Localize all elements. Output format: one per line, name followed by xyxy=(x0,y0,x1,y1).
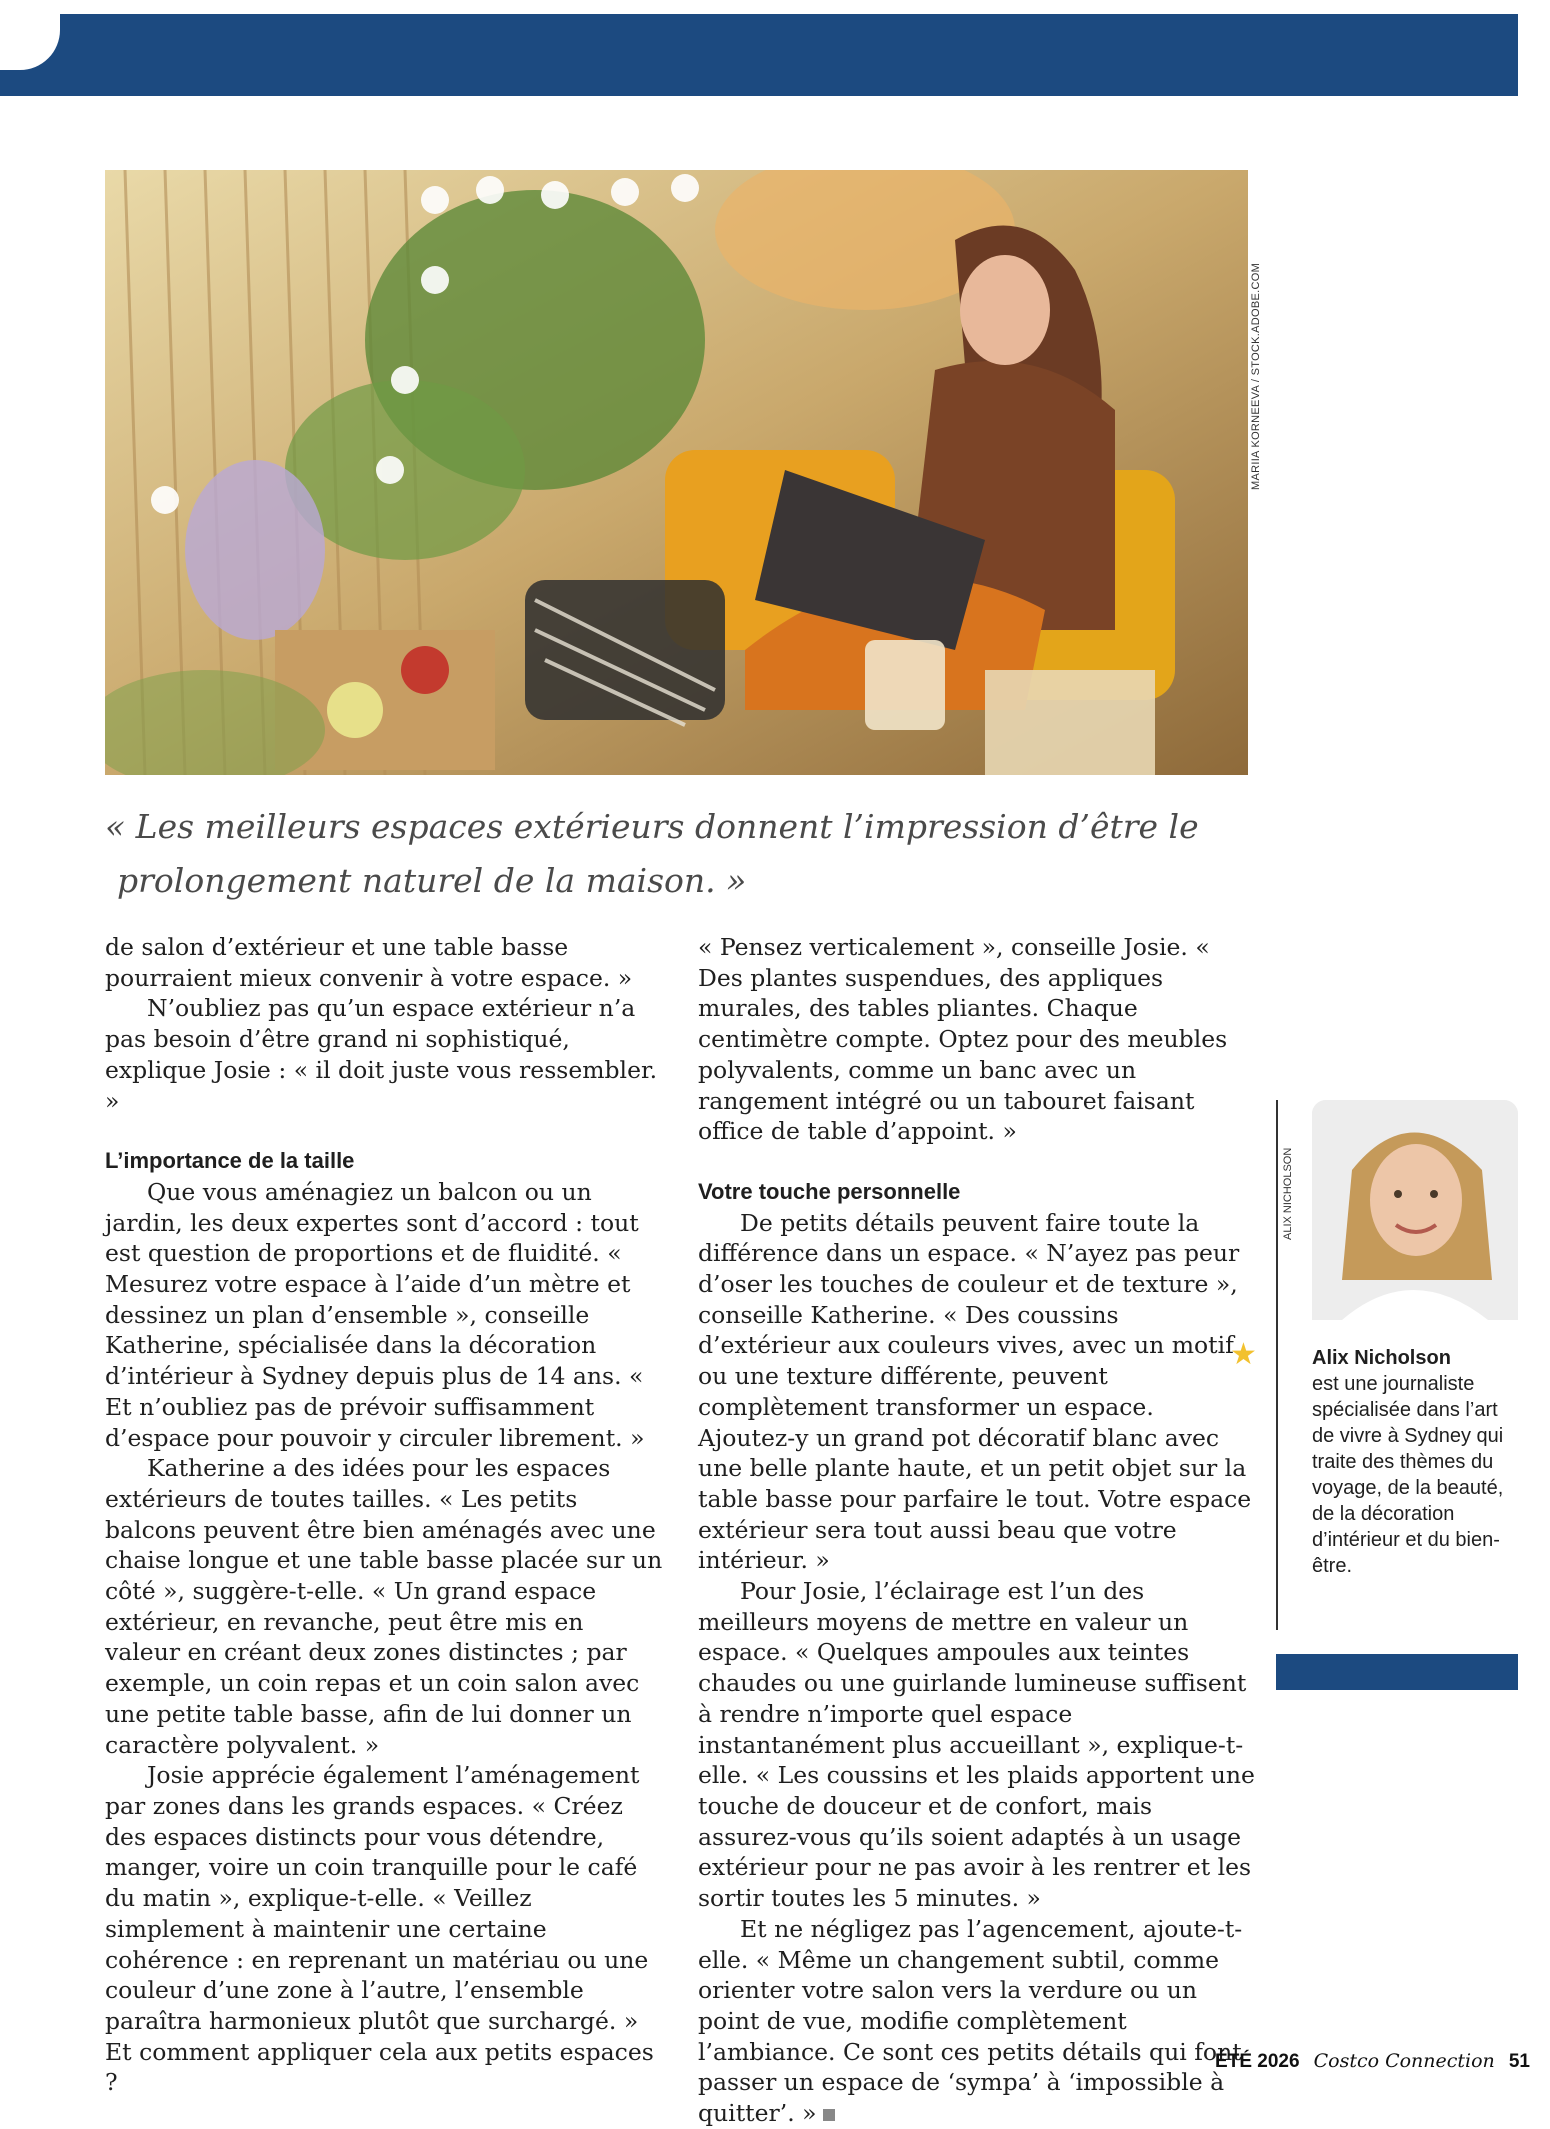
star-icon: ★ xyxy=(1230,1337,1257,1372)
paragraph: Josie apprécie également l’aménagement par zones dans les grands espaces. « Créez des espaces distincts pour vous détendre, manger, voire un coin tranquille pour le café du matin », explique-t-elle. « Veillez simplement à maintenir une certaine cohérence : en reprenant un matériau ou une couleur d’une zone à l’autre, l’ensemble paraîtra harmonieux plutôt que surchargé. » xyxy=(105,1761,649,2035)
paragraph: Pour Josie, l’éclairage est l’un des meilleurs moyens de mettre en valeur un espace. « Quelques ampoules aux teintes chaudes ou une guirlande lumineuse suffisent à rendre n’importe quel espace instantanément plus accueillant », explique-t-elle. « Les coussins et les plaids apportent une touche de douceur et de confort, mais assurez-vous qu’ils soient adaptés à un usage extérieur pour ne pas avoir à les rentrer et les sortir toutes les 5 minutes. » xyxy=(698,1577,1255,1913)
issue-season: ÉTÉ 2026 xyxy=(1215,2051,1300,2072)
paragraph: Katherine a des idées pour les espaces extérieurs de toutes tailles. « Les petits balcons peuvent être bien aménagés avec une chaise longue et une table basse placée sur un côté », suggère-t-elle. « Un grand espace extérieur, en revanche, peut être mis en valeur en créant deux zones distinctes ; par exemple, un coin repas et un coin salon avec une petite table basse, afin de lui donner un caractère polyvalent. » xyxy=(105,1454,663,1759)
page-footer xyxy=(1215,2050,1530,2073)
author-description: est une journaliste spécialisée dans l’art de vivre à Sydney qui traite des thèmes du voyage, de la beauté, de la décoration d’intérieur et du bien-être. xyxy=(1312,1373,1504,1577)
section-heading: L’importance de la taille xyxy=(105,1148,355,1174)
pull-quote-line1: « Les meilleurs espaces extérieurs donnent l’impression d’être le xyxy=(105,807,1199,846)
magazine-name: Costco Connection xyxy=(1313,2050,1495,2072)
end-mark-icon xyxy=(823,2109,835,2121)
paragraph: « Pensez verticalement », conseille Josie. « Des plantes suspendues, des appliques murales, des tables pliantes. Chaque centimètre compte. Optez pour des meubles polyvalents, comme un banc avec un rangement intégré ou un tabouret faisant office de table d’appoint. » xyxy=(698,933,1228,1146)
article-column-right xyxy=(698,932,1258,2129)
header-band xyxy=(0,14,1518,96)
section-heading: Votre touche personnelle xyxy=(698,1178,961,1204)
pull-quote xyxy=(105,800,1205,908)
feature-photo xyxy=(105,170,1248,775)
photo-credit: MARIIA KORNEEVA / STOCK.ADOBE.COM xyxy=(1250,262,1262,490)
author-bar xyxy=(1276,1654,1518,1690)
paragraph: Que vous aménagiez un balcon ou un jardin, les deux expertes sont d’accord : tout est question de proportions et de fluidité. « Mesurez votre espace à l’aide d’un mètre et dessinez un plan d’ensemble », conseille Katherine, spécialisée dans la décoration d’intérieur à Sydney depuis plus de 14 ans. « Et n’oubliez pas de prévoir suffisamment d’espace pour pouvoir y circuler librement. » xyxy=(105,1177,645,1452)
author-photo xyxy=(1312,1100,1518,1320)
paragraph: N’oubliez pas qu’un espace extérieur n’a pas besoin d’être grand ni sophistiqué, explique Josie : « il doit juste vous ressembler. » xyxy=(105,994,658,1115)
author-name: Alix Nicholson xyxy=(1312,1347,1451,1369)
author-bio xyxy=(1312,1345,1512,1579)
pull-quote-line2: prolongement naturel de la maison. » xyxy=(117,861,747,900)
paragraph: De petits détails peuvent faire toute la différence dans un espace. « N’ayez pas peur d’oser les touches de couleur et de texture », conseille Katherine. « Des coussins d’extérieur aux couleurs vives, avec un motif ou une texture différente, peuvent complètement transformer un espace. Ajoutez-y un grand pot décoratif blanc avec une belle plante haute, et un petit objet sur la table basse pour parfaire le tout. Votre espace extérieur sera tout aussi beau que votre intérieur. » xyxy=(698,1208,1252,1575)
paragraph-text: Et ne négligez pas l’agencement, ajoute-t-elle. « Même un changement subtil, comme orienter votre salon vers la verdure ou un point de vue, modifie complètement l’ambiance. Ce sont ces petits détails qui font passer un espace de ‘sympa’ à ‘impossible à quitter’. » xyxy=(698,1914,1243,2128)
article-column-left xyxy=(105,932,665,2098)
page-number: 51 xyxy=(1508,2051,1530,2072)
author-photo-credit: ALIX NICHOLSON xyxy=(1282,1147,1294,1240)
paragraph: de salon d’extérieur et une table basse pourraient mieux convenir à votre espace. » xyxy=(105,933,633,992)
author-divider xyxy=(1276,1100,1278,1630)
paragraph xyxy=(698,1914,1258,2129)
paragraph: Et comment appliquer cela aux petits espaces ? xyxy=(105,2037,654,2097)
